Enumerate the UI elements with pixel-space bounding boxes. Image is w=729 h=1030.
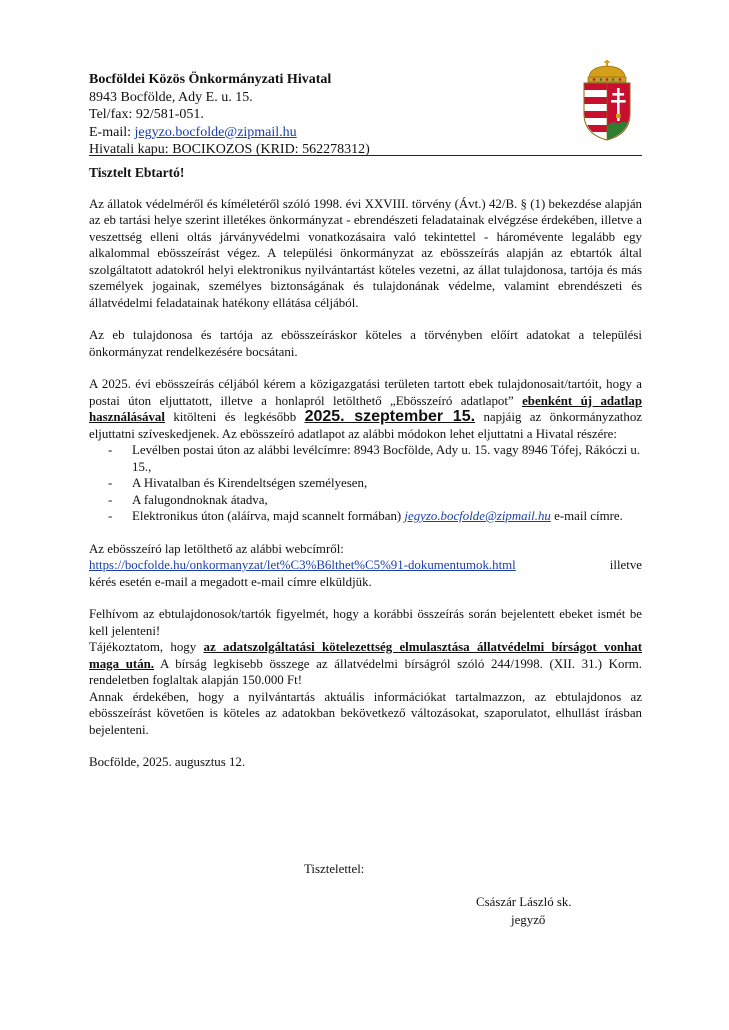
download-continuation: kérés esetén e-mail a megadott e-mail címre elküldjük. bbox=[89, 574, 372, 589]
email-link[interactable]: jegyzo.bocfolde@zipmail.hu bbox=[404, 509, 551, 523]
download-url-link[interactable]: https://bocfolde.hu/onkormanyzat/let%C3%B6lthet%C5%91-dokumentumok.html bbox=[89, 558, 516, 572]
paragraph-legal-basis: Az állatok védelméről és kíméletéről szóló 1998. évi XXVIII. törvény (Ávt.) 42/B. § (1) bekezdése alapján az eb tartási helye szerint illetékes önkormányzat - ebrendészeti feladatainak elvégzése érdekében, illetve a veszettség elleni oltás járványvédelmi vonatkozásaira való tekintettel - háromévente legalább egy alkalommal ebösszeírást végez. A települési önkormányzat az ebösszeírás alapján az ebtartók által szolgáltatott adatokról helyi elektronikus nyilvántartást köteles vezetni, az állat tulajdonosa, tartója és más személyek jogainak, személyes biztonságának és tulajdonának védelme, valamint ebrendészeti és állatvédelmi feladatainak hatékony ellátása céljából. bbox=[89, 196, 642, 310]
letterhead bbox=[89, 71, 642, 156]
crown-icon bbox=[588, 60, 626, 82]
list-item: - A Hivatalban és Kirendeltségen személyesen, bbox=[115, 475, 642, 492]
email-line bbox=[89, 124, 642, 142]
notice-fine-emphasis: az adatszolgáltatási kötelezettség elmulasztása állatvédelmi bírságot vonhat maga után. bbox=[89, 640, 642, 671]
letter-body bbox=[89, 165, 642, 771]
new-form-emphasis: ebenként új adatlap használásával bbox=[89, 393, 642, 424]
email-label: E-mail: bbox=[89, 124, 135, 140]
notice-changes: Annak érdekében, hogy a nyilvántartás aktuális információkat tartalmazzon, az ebtulajdonos az ebösszeírást követően is köteles az adatokban bekövetkező változásokat, szaporulatot, elhullást írásban bejelenteni. bbox=[89, 689, 642, 737]
download-url-suffix: illetve bbox=[609, 558, 642, 572]
email-link[interactable]: jegyzo.bocfolde@zipmail.hu bbox=[134, 124, 297, 140]
request-text: A 2025. évi ebösszeírás céljából kérem a közigazgatási területen tartott ebek tulajdonosait/tartóit, hogy a postai úton eljuttatott, illetve a honlapról letölthető „Ebösszeíró adatlapot” bbox=[89, 377, 642, 408]
notice-fine-suffix: A bírság legkisebb összege az állatvédelmi bírságról szóló 244/1998. (XII. 31.) Korm. rendeletben foglaltak alapján 150.000 Ft! bbox=[89, 656, 642, 687]
organization-name: Bocföldei Közös Önkormányzati Hivatal bbox=[89, 72, 332, 87]
closing-phrase: Tisztelettel: bbox=[304, 862, 365, 876]
paragraph-owner-obligation: Az eb tulajdonosa és tartója az ebösszeíráskor köteles a törvényben előírt adatokat a települési önkormányzat rendelkezésére bocsátani. bbox=[89, 328, 642, 359]
telfax: Tel/fax: 92/581-051. bbox=[89, 107, 204, 122]
shield-icon bbox=[584, 83, 630, 140]
list-item bbox=[115, 508, 642, 525]
request-text-2: kitölteni és legkésőbb bbox=[164, 410, 305, 424]
notice-fine-prefix: Tájékoztatom, hogy bbox=[89, 640, 204, 654]
organization-address: 8943 Bocfölde, Ady E. u. 15. bbox=[89, 89, 253, 105]
electronic-method-suffix: e-mail címre. bbox=[550, 509, 623, 523]
download-url-line bbox=[89, 557, 642, 574]
deadline-date: 2025. szeptember 15. bbox=[304, 408, 476, 425]
delivery-methods-list bbox=[89, 442, 642, 525]
electronic-method-text: Elektronikus úton (aláírva, majd scannelt formában) bbox=[132, 509, 405, 523]
signatory-name: Császár László sk. bbox=[476, 895, 572, 909]
download-intro: Az ebösszeíró lap letölthető az alábbi webcímről: bbox=[89, 541, 344, 556]
notice-fine bbox=[89, 639, 642, 689]
signatory-title: jegyző bbox=[511, 913, 546, 927]
request-text-3: napjáig az önkormányzathoz eljuttatni szíveskedjenek. Az ebösszeíró adatlapot az alábbi módokon lehet eljuttatni a Hivatal részére: bbox=[89, 410, 642, 441]
notice-reregister: Felhívom az ebtulajdonosok/tartók figyelmét, hogy a korábbi összeírás során bejelentett ebeket ismét be kell jelenteni! bbox=[89, 607, 642, 638]
place-and-date: Bocfölde, 2025. augusztus 12. bbox=[89, 755, 246, 769]
greeting: Tisztelt Ebtartó! bbox=[89, 165, 185, 180]
hivatali-kapu: Hivatali kapu: BOCIKOZOS (KRID: 562278312) bbox=[89, 142, 370, 157]
list-item: - Levélben postai úton az alábbi levélcímre: 8943 Bocfölde, Ady u. 15. vagy 8946 Tófej, Rákóczi u. 15., bbox=[115, 442, 642, 475]
list-item: - A falugondnoknak átadva, bbox=[115, 492, 642, 509]
paragraph-request bbox=[89, 376, 642, 442]
hungarian-coat-of-arms-icon bbox=[577, 60, 637, 142]
